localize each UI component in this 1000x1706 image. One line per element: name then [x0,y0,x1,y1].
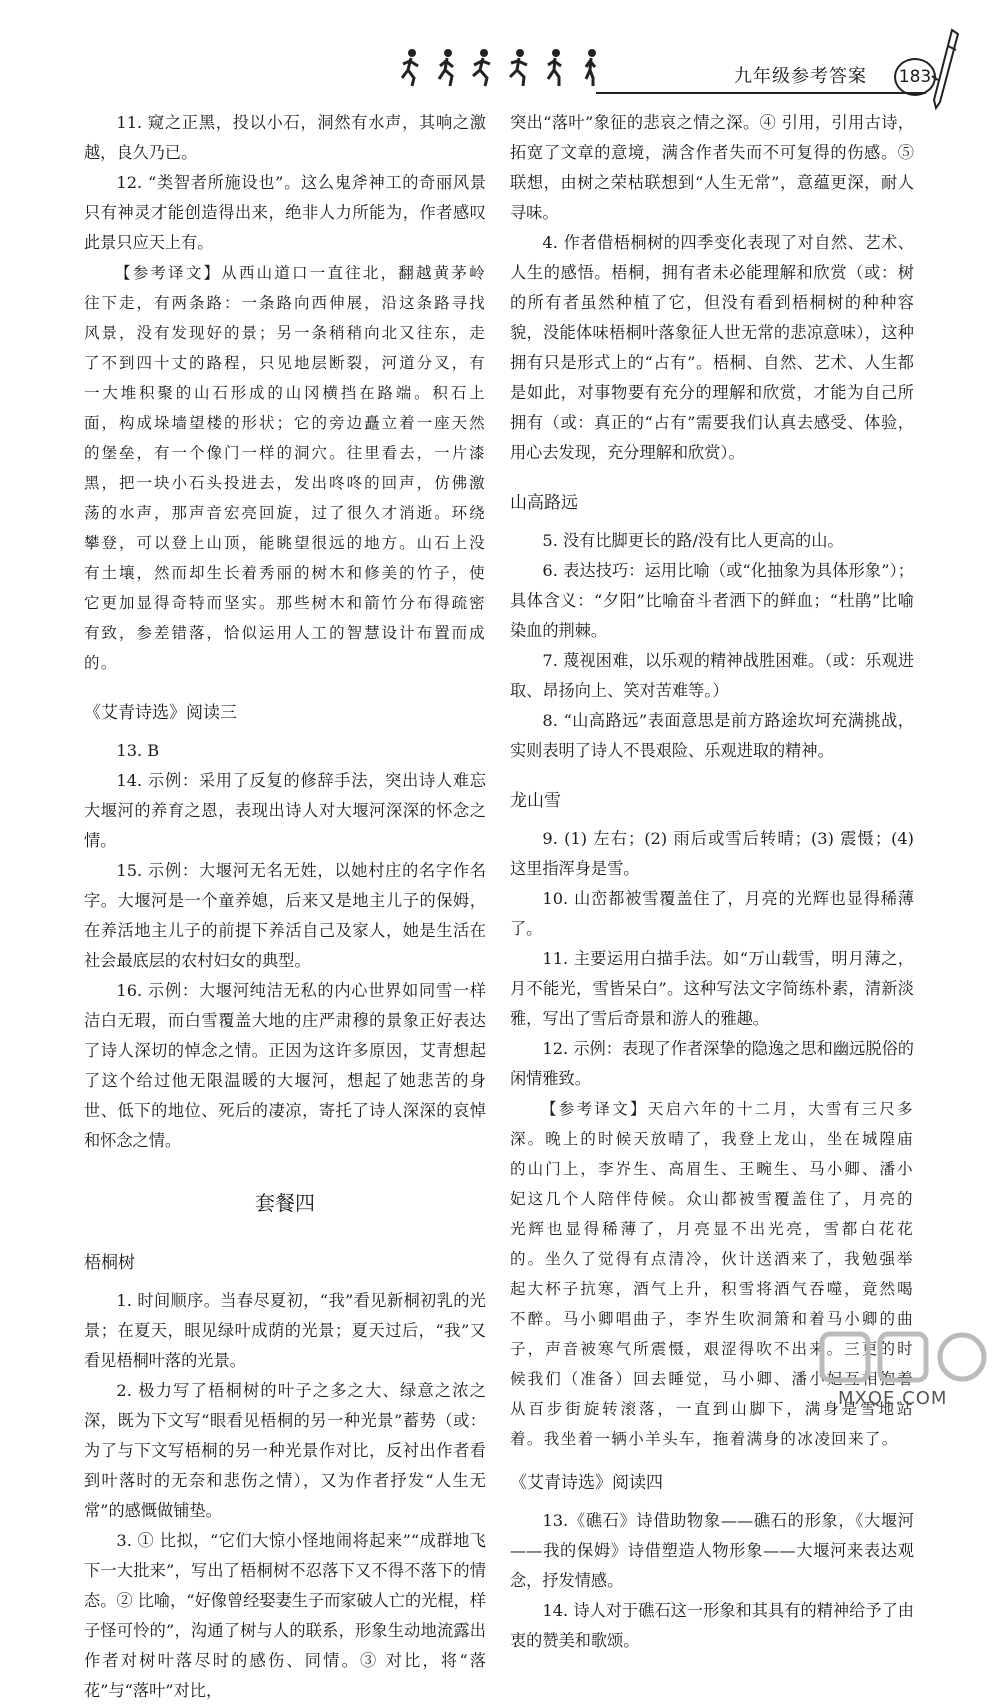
answer-paragraph: 9. (1) 左右；(2) 雨后或雪后转晴；(3) 震慑；(4) 这里指浑身是雪。 [510,829,914,878]
answer-paragraph: 15. 示例：大堰河无名无姓，以她村庄的名字作名字。大堰河是一个童养媳，后来又是地主儿子的保姆，在养活地主儿子的前提下养活自己及家人，她是生活在社会最底层的农村妇女的典型。 [84,861,486,970]
answer-paragraph: 10. 山峦都被雪覆盖住了，月亮的光辉也显得稀薄了。 [510,889,914,938]
answer-paragraph: 11. 主要运用白描手法。如“万山载雪，明月薄之，月不能光，雪皆呆白”。这种写法文字简练朴素，清新淡雅，写出了雪后奇景和游人的雅趣。 [510,949,914,1028]
pen-icon [930,28,960,110]
runner-icon [578,48,602,88]
runner-icon [506,48,530,88]
translation-tag: 【参考译文】 [541,1100,648,1118]
runner-icon [470,48,494,88]
answer-paragraph: 3. ① 比拟，“它们大惊小怪地闹将起来”“成群地飞下一大批来”，写出了梧桐树不忍落下又不得不落下的情态。② 比喻，“好像曾经娶妻生子而家破人亡的光棍，样子怪可怜的”，沟通了树与人的联系，形象生动地流露出作者对树叶落尽时的感伤、同情。③ 对比，将“落花”与“落叶”对比， [84,1531,486,1700]
header-rule [596,92,926,94]
section-heading: 《艾青诗选》阅读四 [510,1473,663,1493]
answer-paragraph: 16. 示例：大堰河纯洁无私的内心世界如同雪一样洁白无瑕，而白雪覆盖大地的庄严肃穆的景象正好表达了诗人深切的悼念之情。正因为这许多原因，艾青想起了这个给过他无限温暖的大堰河，想起了她悲苦的身世、低下的地位、死后的凄凉，寄托了诗人深深的哀悼和怀念之情。 [84,981,486,1150]
left-column [84,108,486,1706]
page-number: 183 [894,58,936,96]
set-title: 套餐四 [255,1191,315,1215]
answer-paragraph: 8. “山高路远”表面意思是前方路途坎坷充满挑战，实则表明了诗人不畏艰险、乐观进取的精神。 [510,711,914,760]
runner-icon [542,48,566,88]
answer-paragraph: 13. B [116,741,160,760]
runner-icon [398,48,422,88]
answer-paragraph: 11. 窥之正黑，投以小石，洞然有水声，其响之激越，良久乃已。 [84,113,486,162]
answer-paragraph: 13.《礁石》诗借助物象——礁石的形象，《大堰河——我的保姆》诗借塑造人物形象——大堰河来表达观念，抒发情感。 [510,1511,914,1590]
answer-paragraph: 2. 极力写了梧桐树的叶子之多之大、绿意之浓之深，既为下文写“眼看见梧桐的另一种光景”蓄势（或：为了与下文写梧桐的另一种光景作对比，反衬出作者看到叶落时的无奈和悲伤之情），又为作者抒发“人生无常”的感慨做铺垫。 [84,1381,486,1520]
page-header [0,0,1000,100]
translation-text: 从西山道口一直往北，翻越黄茅岭往下走，有两条路：一条路向西伸展，沿这条路寻找风景，没有发现好的景；另一条稍稍向北又往东，走了不到四十丈的路程，只见地层断裂，河道分叉，有一大堆积聚的山石形成的山冈横挡在路端。积石上面，构成垛墙望楼的形状；它的旁边矗立着一座天然的堡垒，有一个像门一样的洞穴。往里看去，一片漆黑，把一块小石头投进去，发出咚咚的回声，仿佛激荡的水声，那声音宏亮回旋，过了很久才消逝。环绕攀登，可以登上山顶，能眺望很远的地方。山石上没有土壤，然而却生长着秀丽的树木和修美的竹子，使它更加显得奇特而坚实。那些树木和箭竹分布得疏密有致，参差错落，恰似运用人工的智慧设计布置而成的。 [84,264,486,672]
answer-paragraph: 12. 示例：表现了作者深挚的隐逸之思和幽远脱俗的闲情雅致。 [510,1039,914,1088]
answer-paragraph: 6. 表达技巧：运用比喻（或“化抽象为具体形象”）；具体含义：“夕阳”比喻奋斗者洒下的鲜血；“杜鹃”比喻染血的荆棘。 [510,561,914,640]
section-heading: 龙山雪 [510,791,561,811]
header-label: 九年级参考答案 [734,66,867,87]
answer-paragraph: 14. 示例：采用了反复的修辞手法，突出诗人难忘大堰河的养育之恩，表现出诗人对大堰河深深的怀念之情。 [84,771,486,850]
translation-tag: 【参考译文】 [115,264,222,282]
runner-icon [434,48,458,88]
translation-text: 天启六年的十二月，大雪有三尺多深。晚上的时候天放晴了，我登上龙山，坐在城隍庙的山门上，李岕生、高眉生、王畹生、马小卿、潘小妃这几个人陪伴侍候。众山都被雪覆盖住了，月亮的光辉也显得稀薄了，月亮显不出光亮，雪都白花花的。坐久了觉得有点清冷，伙计送酒来了，我勉强举起大杯子抗寒，酒气上升，积雪将酒气吞噬，竟然喝不醉。马小卿唱曲子，李岕生吹洞箫和着马小卿的曲子，声音被寒气所震慑，艰涩得吹不出来。三更的时候我们（准备）回去睡觉，马小卿、潘小妃互相抱着从百步街旋转滚落，一直到山脚下，满身是雪地站着。我坐着一辆小羊头车，拖着满身的冰凌回来了。 [510,1100,914,1448]
answer-paragraph: 7. 蔑视困难，以乐观的精神战胜困难。（或：乐观进取、昂扬向上、笑对苦难等。） [510,651,914,700]
section-heading: 梧桐树 [84,1253,135,1273]
answer-paragraph: 1. 时间顺序。当春尽夏初，“我”看见新桐初乳的光景；在夏天，眼见绿叶成荫的光景；夏天过后，“我”又看见梧桐叶落的光景。 [84,1291,486,1370]
answer-paragraph: 14. 诗人对于礁石这一形象和其具有的精神给予了由衷的赞美和歌颂。 [510,1601,914,1650]
answer-paragraph: 突出“落叶”象征的悲哀之情之深。④ 引用，引用古诗，拓宽了文章的意境，满含作者失而不可复得的伤感。⑤ 联想，由树之荣枯联想到“人生无常”，意蕴更深，耐人寻味。 [510,113,914,222]
answer-paragraph: 5. 没有比脚更长的路/没有比人更高的山。 [542,531,844,550]
translation-paragraph [84,258,486,678]
section-heading: 《艾青诗选》阅读三 [84,703,237,723]
answer-paragraph: 4. 作者借梧桐树的四季变化表现了对自然、艺术、人生的感悟。梧桐，拥有者未必能理解和欣赏（或：树的所有者虽然种植了它，但没有看到梧桐树的种种容貌，没能体味梧桐叶落象征人世无常的悲凉意味），这种拥有只是形式上的“占有”。梧桐、自然、艺术、人生都是如此，对事物要有充分的理解和欣赏，才能为自己所拥有（或：真正的“占有”需要我们认真去感受、体验，用心去发现，充分理解和欣赏）。 [510,233,914,462]
answer-paragraph: 12. “类智者所施设也”。这么鬼斧神工的奇丽风景只有神灵才能创造得出来，绝非人力所能为，作者感叹此景只应天上有。 [84,173,486,252]
right-column [510,108,914,1656]
watermark-text: MXQE.COM [838,1388,948,1409]
runners-illustration [398,48,602,88]
section-heading: 山高路远 [510,493,578,513]
